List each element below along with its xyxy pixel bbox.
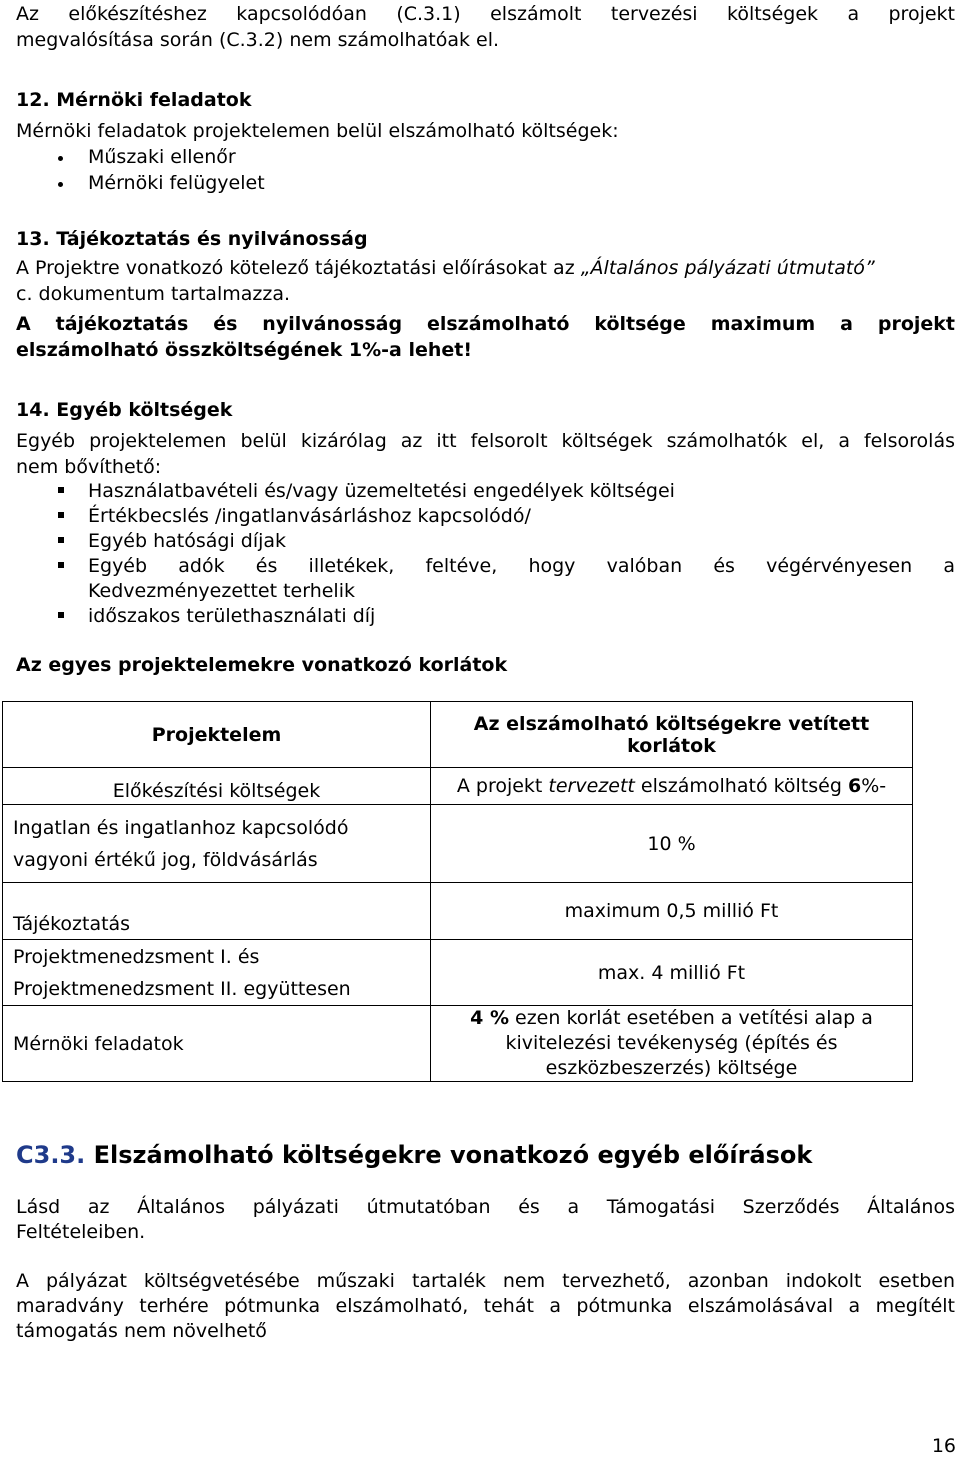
section-12-item: Mérnöki felügyelet [88,172,265,194]
section-12-text: Mérnöki feladatok projektelemen belül elszámolható költségek: [16,120,619,142]
section-12-title: 12. Mérnöki feladatok [16,89,252,111]
intro-line-2: megvalósítása során (C.3.2) nem számolhatóak el. [16,29,500,51]
bullet-square-icon [58,537,64,543]
table-cell-element: Ingatlan és ingatlanhoz kapcsolódó vagyoni értékű jog, földvásárlás [3,805,431,883]
table-cell-element: Projektmenedzsment I. és Projektmenedzsment II. együttesen [3,940,431,1006]
bullet-square-icon [58,487,64,493]
table-row [3,1006,913,1082]
c33-paragraph-2-line-2: maradvány terhére pótmunka elszámolható, tehát a pótmunka elszámolásával a megítélt [16,1295,955,1317]
section-14-text-line-2: nem bővíthető: [16,456,162,478]
table-header-projektelem: Projektelem [3,702,431,768]
table-cell-limit: max. 4 millió Ft [431,940,913,1006]
table-cell-limit: A projekt tervezett elszámolható költség 6%- [431,768,913,805]
section-14-title: 14. Egyéb költségek [16,399,233,421]
bullet-square-icon [58,562,64,568]
table-cell-limit: 10 % [431,805,913,883]
c33-paragraph-2-line-1: A pályázat költségvetésébe műszaki tartalék nem tervezhető, azonban indokolt esetben [16,1270,955,1292]
section-14-item: Egyéb hatósági díjak [88,530,287,552]
section-14-item-continuation: Kedvezményezettet terhelik [88,580,355,602]
section-14-item: Értékbecslés /ingatlanvásárláshoz kapcsolódó/ [88,505,531,527]
section-c33-heading [16,1139,812,1171]
limits-heading: Az egyes projektelemekre vonatkozó korlátok [16,654,508,676]
table-row [3,940,913,1006]
section-14-text-line-1: Egyéb projektelemen belül kizárólag az itt felsorolt költségek számolhatók el, a felsorolás [16,430,955,452]
table-cell-element: Tájékoztatás [3,883,431,940]
section-13-text-line-1: A Projektre vonatkozó kötelező tájékoztatási előírásokat az „Általános pályázati útmutató” [16,257,875,279]
section-c33-number: C3.3. [16,1141,86,1169]
table-cell-element: Mérnöki feladatok [3,1006,431,1082]
intro-line-1: Az előkészítéshez kapcsolódóan (C.3.1) elszámolt tervezési költségek a projekt [16,3,955,25]
c33-paragraph-2-line-3: támogatás nem növelhető [16,1320,267,1342]
table-row [3,883,913,940]
table-cell-limit: 4 % ezen korlát esetében a vetítési alap a kivitelezési tevékenység (építés és eszközbeszerzés) költsége [431,1006,913,1082]
c33-paragraph-1-line-2: Feltételeiben. [16,1221,146,1243]
section-13-text-line-2: c. dokumentum tartalmazza. [16,283,291,305]
table-header-korlatok: Az elszámolható költségekre vetített korlátok [431,702,913,768]
section-14-item: Egyéb adók és illetékek, feltéve, hogy valóban és végérvényesen a [88,555,955,577]
limits-table [2,701,913,1082]
bullet-dot-icon [58,156,63,161]
table-cell-limit: maximum 0,5 millió Ft [431,883,913,940]
section-14-item: időszakos területhasználati díj [88,605,376,627]
page-number: 16 [931,1435,956,1457]
section-13-notice-line-2: elszámolható összköltségének 1%-a lehet! [16,339,473,361]
section-12-item: Műszaki ellenőr [88,146,236,168]
section-c33-title: Elszámolható költségekre vonatkozó egyéb előírások [85,1141,813,1169]
section-13-notice-line-1: A tájékoztatás és nyilvánosság elszámolható költsége maximum a projekt [16,313,955,335]
bullet-dot-icon [58,182,63,187]
section-13-title: 13. Tájékoztatás és nyilvánosság [16,228,368,250]
table-row [3,805,913,883]
table-cell-element: Előkészítési költségek [3,768,431,805]
section-14-item: Használatbavételi és/vagy üzemeltetési engedélyek költségei [88,480,675,502]
table-header-row [3,702,913,768]
bullet-square-icon [58,612,64,618]
bullet-square-icon [58,512,64,518]
c33-paragraph-1-line-1: Lásd az Általános pályázati útmutatóban és a Támogatási Szerződés Általános [16,1196,955,1218]
table-row [3,768,913,805]
